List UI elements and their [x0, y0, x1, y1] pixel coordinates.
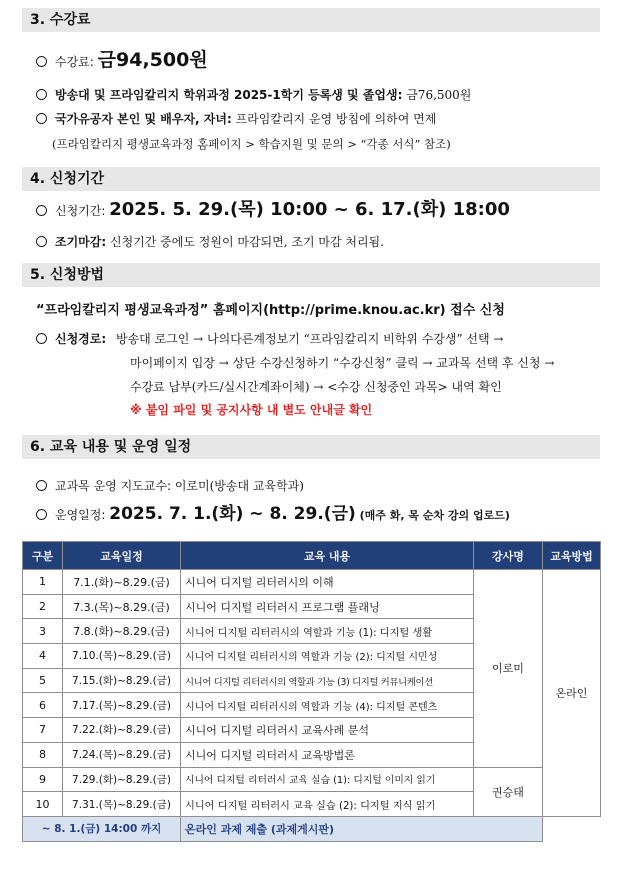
header-no: 구분	[23, 542, 63, 570]
row-content: 시니어 디지털 리터러시의 이해	[181, 570, 474, 595]
circle-bullet-icon	[36, 333, 47, 344]
header-date: 교육일정	[63, 542, 181, 570]
row-content: 시니어 디지털 리터러시 교육 실습 (1): 디지털 이미지 읽기	[181, 767, 474, 792]
row-content: 시니어 디지털 리터러시의 역할과 기능 (1): 디지털 생활	[181, 619, 474, 644]
professor-value: 이로미(방송대 교육학과)	[174, 479, 304, 493]
row-date: 7.22.(화)~8.29.(금)	[63, 718, 181, 743]
exempt-label: 국가유공자 본인 및 배우자, 자녀:	[55, 112, 232, 126]
footer-deadline: ~ 8. 1.(금) 14:00 까지	[23, 816, 181, 841]
row-content: 시니어 디지털 리터러시 교육방법론	[181, 742, 474, 767]
method-headline: “프라임칼리지 평생교육과정” 홈페이지(http://prime.knou.ac.kr) 접수 신청	[36, 303, 505, 318]
schedule-line	[36, 505, 510, 525]
instructor-cell-1: 이로미	[474, 570, 543, 768]
route-line-1	[36, 330, 503, 348]
header-content: 교육 내용	[181, 542, 474, 570]
exempt-reference: (프라임칼리지 평생교육과정 홈페이지 > 학습지원 및 문의 > “각종 서식” 참조)	[52, 137, 451, 151]
discount-line	[36, 86, 471, 104]
schedule-note: (매주 화, 목 순차 강의 업로드)	[359, 509, 510, 522]
row-date: 7.1.(화)~8.29.(금)	[63, 570, 181, 595]
period-label: 신청기간:	[55, 204, 106, 218]
section-method-title: 5. 신청방법	[22, 263, 600, 287]
row-no: 10	[23, 792, 63, 817]
row-date: 7.15.(화)~8.29.(금)	[63, 668, 181, 693]
period-line	[36, 201, 510, 220]
circle-bullet-icon	[36, 113, 47, 124]
early-close-text: 신청기간 중에도 정원이 마감되면, 조기 마감 처리됨.	[110, 235, 384, 249]
fee-value: 금94,500원	[97, 49, 208, 71]
route-label: 신청경로:	[55, 332, 107, 346]
early-close-label: 조기마감:	[55, 235, 107, 249]
row-content: 시니어 디지털 리터러시의 역할과 기능 (3) 디지털 커뮤니케이션	[181, 668, 474, 693]
row-date: 7.24.(목)~8.29.(금)	[63, 742, 181, 767]
row-content: 시니어 디지털 리터러시 교육사례 분석	[181, 718, 474, 743]
row-no: 6	[23, 693, 63, 718]
row-no: 4	[23, 644, 63, 669]
exempt-text: 프라임칼리지 운영 방침에 의하여 면제	[235, 112, 437, 126]
professor-line	[36, 477, 304, 495]
schedule-value: 2025. 7. 1.(화) ~ 8. 29.(금)	[109, 504, 356, 524]
header-instructor: 강사명	[474, 542, 543, 570]
row-date: 7.31.(목)~8.29.(금)	[63, 792, 181, 817]
route-text: 방송대 로그인 → 나의다른계정보기 “프라임칼리지 비학위 수강생” 선택 →	[116, 332, 504, 346]
header-method: 교육방법	[543, 542, 601, 570]
row-date: 7.10.(목)~8.29.(금)	[63, 644, 181, 669]
row-date: 7.29.(화)~8.29.(금)	[63, 767, 181, 792]
row-no: 3	[23, 619, 63, 644]
route-line-3: 수강료 납부(카드/실시간계좌이체) → <수강 신청중인 과목> 내역 확인	[130, 380, 502, 394]
circle-bullet-icon	[36, 205, 47, 216]
row-no: 5	[23, 668, 63, 693]
table-row	[23, 570, 601, 595]
row-no: 2	[23, 594, 63, 619]
circle-bullet-icon	[36, 480, 47, 491]
discount-label: 방송대 및 프라임칼리지 학위과정 2025-1학기 등록생 및 졸업생:	[55, 88, 403, 102]
table-footer-row	[23, 816, 601, 841]
row-date: 7.17.(목)~8.29.(금)	[63, 693, 181, 718]
method-cell: 온라인	[543, 570, 601, 817]
row-content: 시니어 디지털 리터러시 프로그램 플래닝	[181, 594, 474, 619]
table-row	[23, 767, 601, 792]
row-date: 7.3.(목)~8.29.(금)	[63, 594, 181, 619]
circle-bullet-icon	[36, 236, 47, 247]
table-header-row	[23, 542, 601, 570]
instructor-cell-2: 권승태	[474, 767, 543, 816]
fee-line	[36, 51, 208, 71]
circle-bullet-icon	[36, 56, 47, 67]
discount-value: 금76,500원	[406, 88, 472, 102]
row-date: 7.8.(화)~8.29.(금)	[63, 619, 181, 644]
exempt-line	[36, 110, 436, 128]
section-period-title: 4. 신청기간	[22, 167, 600, 191]
row-no: 9	[23, 767, 63, 792]
fee-label: 수강료:	[55, 55, 94, 69]
early-close-line	[36, 233, 384, 251]
row-no: 7	[23, 718, 63, 743]
section-edu-title: 6. 교육 내용 및 운영 일정	[22, 435, 600, 459]
schedule-label: 운영일정:	[55, 508, 106, 522]
footer-assignment: 온라인 과제 제출 (과제게시판)	[181, 816, 543, 841]
row-no: 8	[23, 742, 63, 767]
period-value: 2025. 5. 29.(목) 10:00 ~ 6. 17.(화) 18:00	[109, 199, 510, 220]
attachment-notice: ※ 붙임 파일 및 공지사항 내 별도 안내글 확인	[130, 403, 373, 417]
circle-bullet-icon	[36, 89, 47, 100]
route-line-2: 마이페이지 입장 → 상단 수강신청하기 “수강신청” 클릭 → 교과목 선택 후 신청 →	[130, 356, 555, 370]
row-content: 시니어 디지털 리터러시의 역할과 기능 (4): 디지털 콘텐츠	[181, 693, 474, 718]
professor-label: 교과목 운영 지도교수:	[55, 479, 172, 493]
circle-bullet-icon	[36, 509, 47, 520]
row-no: 1	[23, 570, 63, 595]
row-content: 시니어 디지털 리터러시의 역할과 기능 (2): 디지털 시민성	[181, 644, 474, 669]
schedule-table	[22, 541, 601, 842]
section-fee-title: 3. 수강료	[22, 8, 600, 32]
row-content: 시니어 디지털 리터러시 교육 실습 (2): 디지털 지식 읽기	[181, 792, 474, 817]
